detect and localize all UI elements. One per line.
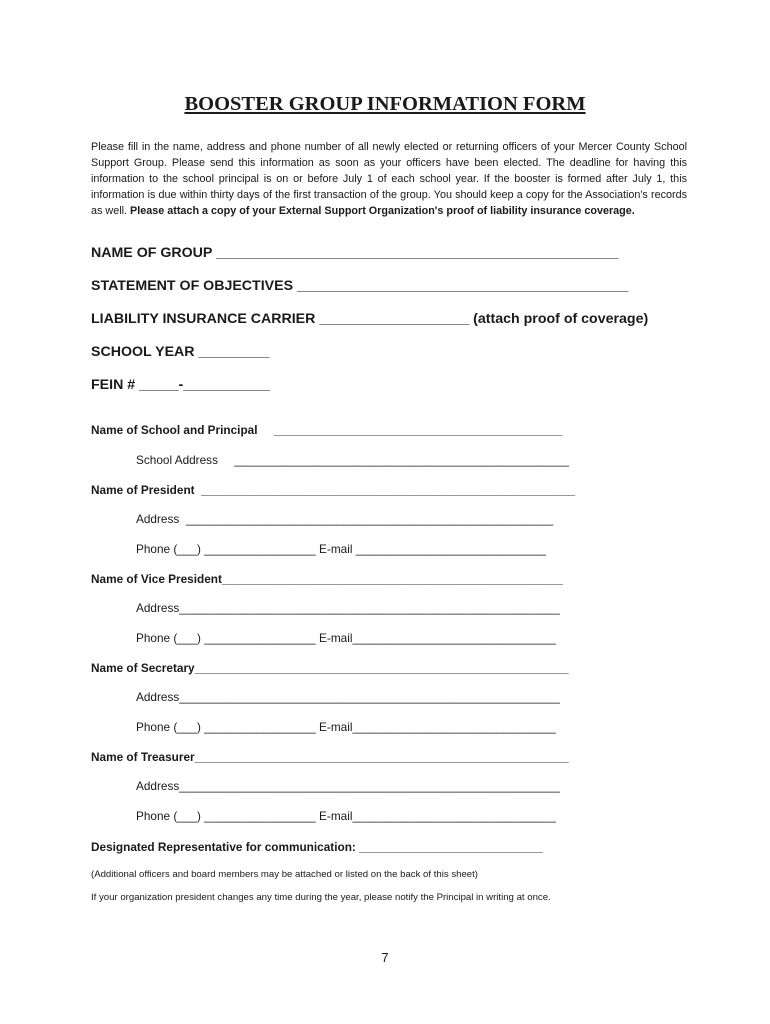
intro-text: Please fill in the name, address and phone number of all newly elected or returning officers of your Mercer County School Support Group. Please send this information as soon as your officers have been elected. The deadline for having this information to the school principal is on or before July 1 of each school year. If the booster is formed after July 1, this information is due within thirty days of the first transaction of the group. You should keep a copy for the Association's records as well. xyxy=(91,141,687,217)
secretary-phone-email-field[interactable]: Phone (___) _________________ E-mail_______________________________ xyxy=(136,720,556,734)
treasurer-phone-email-field[interactable]: Phone (___) _________________ E-mail_______________________________ xyxy=(136,809,556,823)
vice-president-name-field[interactable]: Name of Vice President____________________________________________________ xyxy=(91,572,564,586)
additional-officers-note: (Additional officers and board members may be attached or listed on the back of this sheet) xyxy=(91,869,478,880)
school-year-field[interactable]: SCHOOL YEAR _________ xyxy=(91,344,270,360)
intro-paragraph xyxy=(91,140,687,220)
name-of-group-field[interactable]: NAME OF GROUP ___________________________________________________ xyxy=(91,245,619,261)
fein-field[interactable]: FEIN # _____-___________ xyxy=(91,377,271,393)
president-phone-email-field[interactable]: Phone (___) _________________ E-mail _____________________________ xyxy=(136,542,546,556)
president-change-note: If your organization president changes any time during the year, please notify the Principal in writing at once. xyxy=(91,892,551,903)
vice-president-phone-email-field[interactable]: Phone (___) _________________ E-mail_______________________________ xyxy=(136,631,556,645)
designated-representative-field[interactable]: Designated Representative for communication: ____________________________ xyxy=(91,840,543,854)
president-address-field[interactable]: Address ________________________________________________________ xyxy=(136,512,554,526)
secretary-address-field[interactable]: Address__________________________________________________________ xyxy=(136,690,560,704)
statement-of-objectives-field[interactable]: STATEMENT OF OBJECTIVES __________________________________________ xyxy=(91,278,629,294)
intro-bold-text: Please attach a copy of your External Support Organization's proof of liability insurance coverage. xyxy=(130,204,635,217)
president-name-field[interactable]: Name of President _________________________________________________________ xyxy=(91,483,576,497)
secretary-name-field[interactable]: Name of Secretary_________________________________________________________ xyxy=(91,661,569,675)
treasurer-name-field[interactable]: Name of Treasurer_________________________________________________________ xyxy=(91,750,569,764)
school-principal-field[interactable]: Name of School and Principal ____________________________________________ xyxy=(91,423,563,437)
liability-insurance-carrier-field[interactable]: LIABILITY INSURANCE CARRIER ___________________ (attach proof of coverage) xyxy=(91,311,649,327)
page-number: 7 xyxy=(381,950,389,965)
school-address-field[interactable]: School Address ___________________________________________________ xyxy=(136,453,569,467)
form-title: BOOSTER GROUP INFORMATION FORM xyxy=(184,93,586,115)
treasurer-address-field[interactable]: Address__________________________________________________________ xyxy=(136,779,560,793)
vice-president-address-field[interactable]: Address__________________________________________________________ xyxy=(136,601,560,615)
